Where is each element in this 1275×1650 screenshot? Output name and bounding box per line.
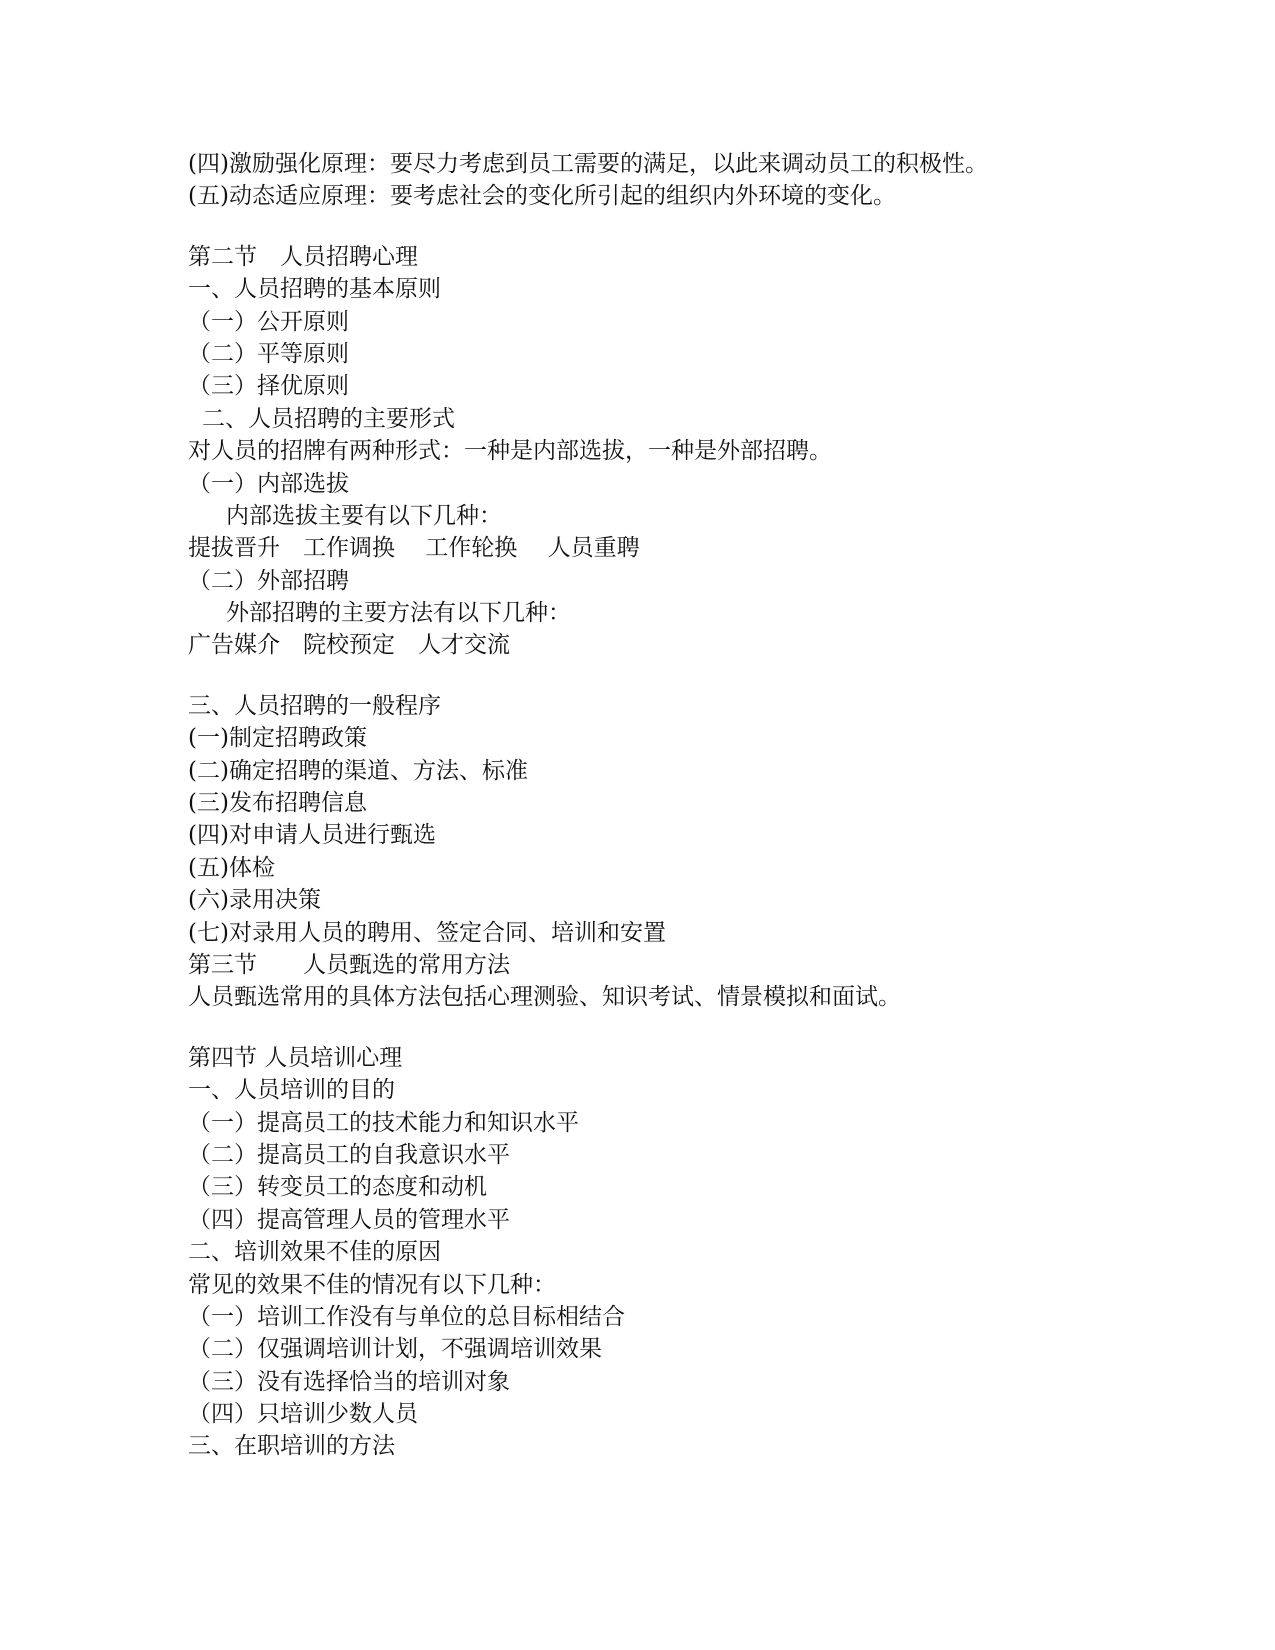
section-2-heading: 第二节 人员招聘心理 (188, 243, 418, 270)
paragraph: 外部招聘的主要方法有以下几种： (226, 600, 571, 627)
list-item: (四)对申请人员进行甄选 (188, 822, 436, 849)
list-item: （一）提高员工的技术能力和知识水平 (188, 1109, 579, 1136)
list-item: （三）转变员工的态度和动机 (188, 1174, 487, 1201)
list-item: （三）没有选择恰当的培训对象 (188, 1368, 510, 1395)
list-item: （二）外部招聘 (188, 567, 349, 594)
list-item: （一）内部选拔 (188, 470, 349, 497)
list-item: （一）公开原则 (188, 308, 349, 335)
list-item: (二)确定招聘的渠道、方法、标准 (188, 757, 528, 784)
paragraph: 常见的效果不佳的情况有以下几种： (188, 1271, 556, 1298)
list-item: （二）仅强调培训计划，不强调培训效果 (188, 1336, 602, 1363)
paragraph: 内部选拔主要有以下几种： (226, 502, 502, 529)
list-item: （四）只培训少数人员 (188, 1401, 418, 1428)
heading-recruit-forms: 二、人员招聘的主要形式 (202, 405, 455, 432)
section-3-heading: 第三节 人员甄选的常用方法 (188, 951, 510, 978)
list-item: (三)发布招聘信息 (188, 790, 367, 817)
paragraph: 对人员的招牌有两种形式：一种是内部选拔，一种是外部招聘。 (188, 438, 832, 465)
heading-training-problems: 二、培训效果不佳的原因 (188, 1239, 441, 1266)
list-item: （二）平等原则 (188, 340, 349, 367)
list-item: (一)制定招聘政策 (188, 725, 367, 752)
section-4-heading: 第四节 人员培训心理 (188, 1044, 403, 1071)
list-item: (六)录用决策 (188, 887, 321, 914)
heading-recruit-procedure: 三、人员招聘的一般程序 (188, 692, 441, 719)
heading-training-purpose: 一、人员培训的目的 (188, 1077, 395, 1104)
list-item: (七)对录用人员的聘用、签定合同、培训和安置 (188, 919, 666, 946)
document-page (188, 148, 1188, 1463)
paragraph: 人员甄选常用的具体方法包括心理测验、知识考试、情景模拟和面试。 (188, 984, 901, 1011)
blank-line (188, 1014, 1188, 1042)
blank-line (188, 213, 1188, 241)
list-item: （三）择优原则 (188, 373, 349, 400)
list-item: （四）提高管理人员的管理水平 (188, 1206, 510, 1233)
blank-line (188, 662, 1188, 690)
list-item: (五)体检 (188, 854, 275, 881)
paragraph: 广告媒介 院校预定 人才交流 (188, 632, 510, 659)
list-item: （一）培训工作没有与单位的总目标相结合 (188, 1303, 625, 1330)
principle-incentive: (四)激励强化原理：要尽力考虑到员工需要的满足，以此来调动员工的积极性。 (188, 151, 988, 177)
heading-onjob-methods: 三、在职培训的方法 (188, 1433, 395, 1460)
heading-recruit-principles: 一、人员招聘的基本原则 (188, 276, 441, 303)
list-item: （二）提高员工的自我意识水平 (188, 1141, 510, 1168)
paragraph: 提拔晋升 工作调换 工作轮换 人员重聘 (188, 535, 640, 562)
principle-dynamic: (五)动态适应原理：要考虑社会的变化所引起的组织内外环境的变化。 (188, 183, 896, 210)
